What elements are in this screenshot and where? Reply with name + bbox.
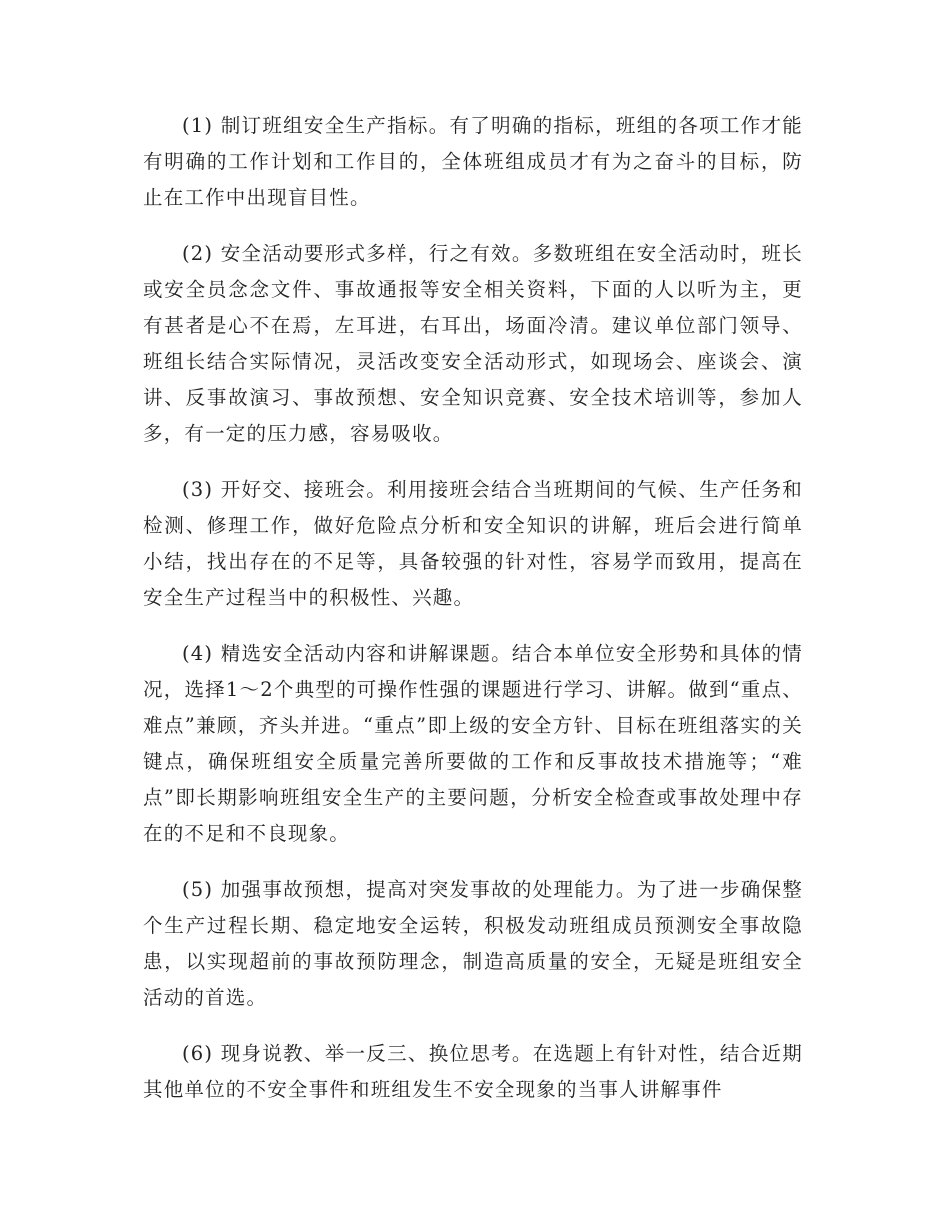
paragraph-4: (4) 精选安全活动内容和讲解课题。结合本单位安全形势和具体的情况，选择1～2个典型的可操作性强的课题进行学习、讲解。做到“重点、难点”兼顾，齐头并进。“重点”即上级的安全方针、目标在班组落实的关键点，确保班组安全质量完善所要做的工作和反事故技术措施等；“难点”即长期影响班组安全生产的主要问题，分析安全检查或事故处理中存在的不足和不良现象。 [143,642,803,845]
paragraph-1: (1) 制订班组安全生产指标。有了明确的指标，班组的各项工作才能有明确的工作计划和工作目的，全体班组成员才有为之奋斗的目标，防止在工作中出现盲目性。 [143,114,803,209]
document-body [143,108,803,1128]
paragraph-5: (5) 加强事故预想，提高对突发事故的处理能力。为了进一步确保整个生产过程长期、稳定地安全运转，积极发动班组成员预测安全事故隐患，以实现超前的事故预防理念，制造高质量的安全，无疑是班组安全活动的首选。 [143,878,803,1009]
paragraph-6: (6) 现身说教、举一反三、换位思考。在选题上有针对性，结合近期其他单位的不安全事件和班组发生不安全现象的当事人讲解事件 [143,1042,803,1101]
paragraph-3: (3) 开好交、接班会。利用接班会结合当班期间的气候、生产任务和检测、修理工作，做好危险点分析和安全知识的讲解，班后会进行简单小结，找出存在的不足等，具备较强的针对性，容易学而致用，提高在安全生产过程当中的积极性、兴趣。 [143,478,803,609]
paragraph-2: (2) 安全活动要形式多样，行之有效。多数班组在安全活动时，班长或安全员念念文件、事故通报等安全相关资料，下面的人以听为主，更有甚者是心不在焉，左耳进，右耳出，场面冷清。建议单位部门领导、班组长结合实际情况，灵活改变安全活动形式，如现场会、座谈会、演讲、反事故演习、事故预想、安全知识竞赛、安全技术培训等，参加人多，有一定的压力感，容易吸收。 [143,242,803,445]
